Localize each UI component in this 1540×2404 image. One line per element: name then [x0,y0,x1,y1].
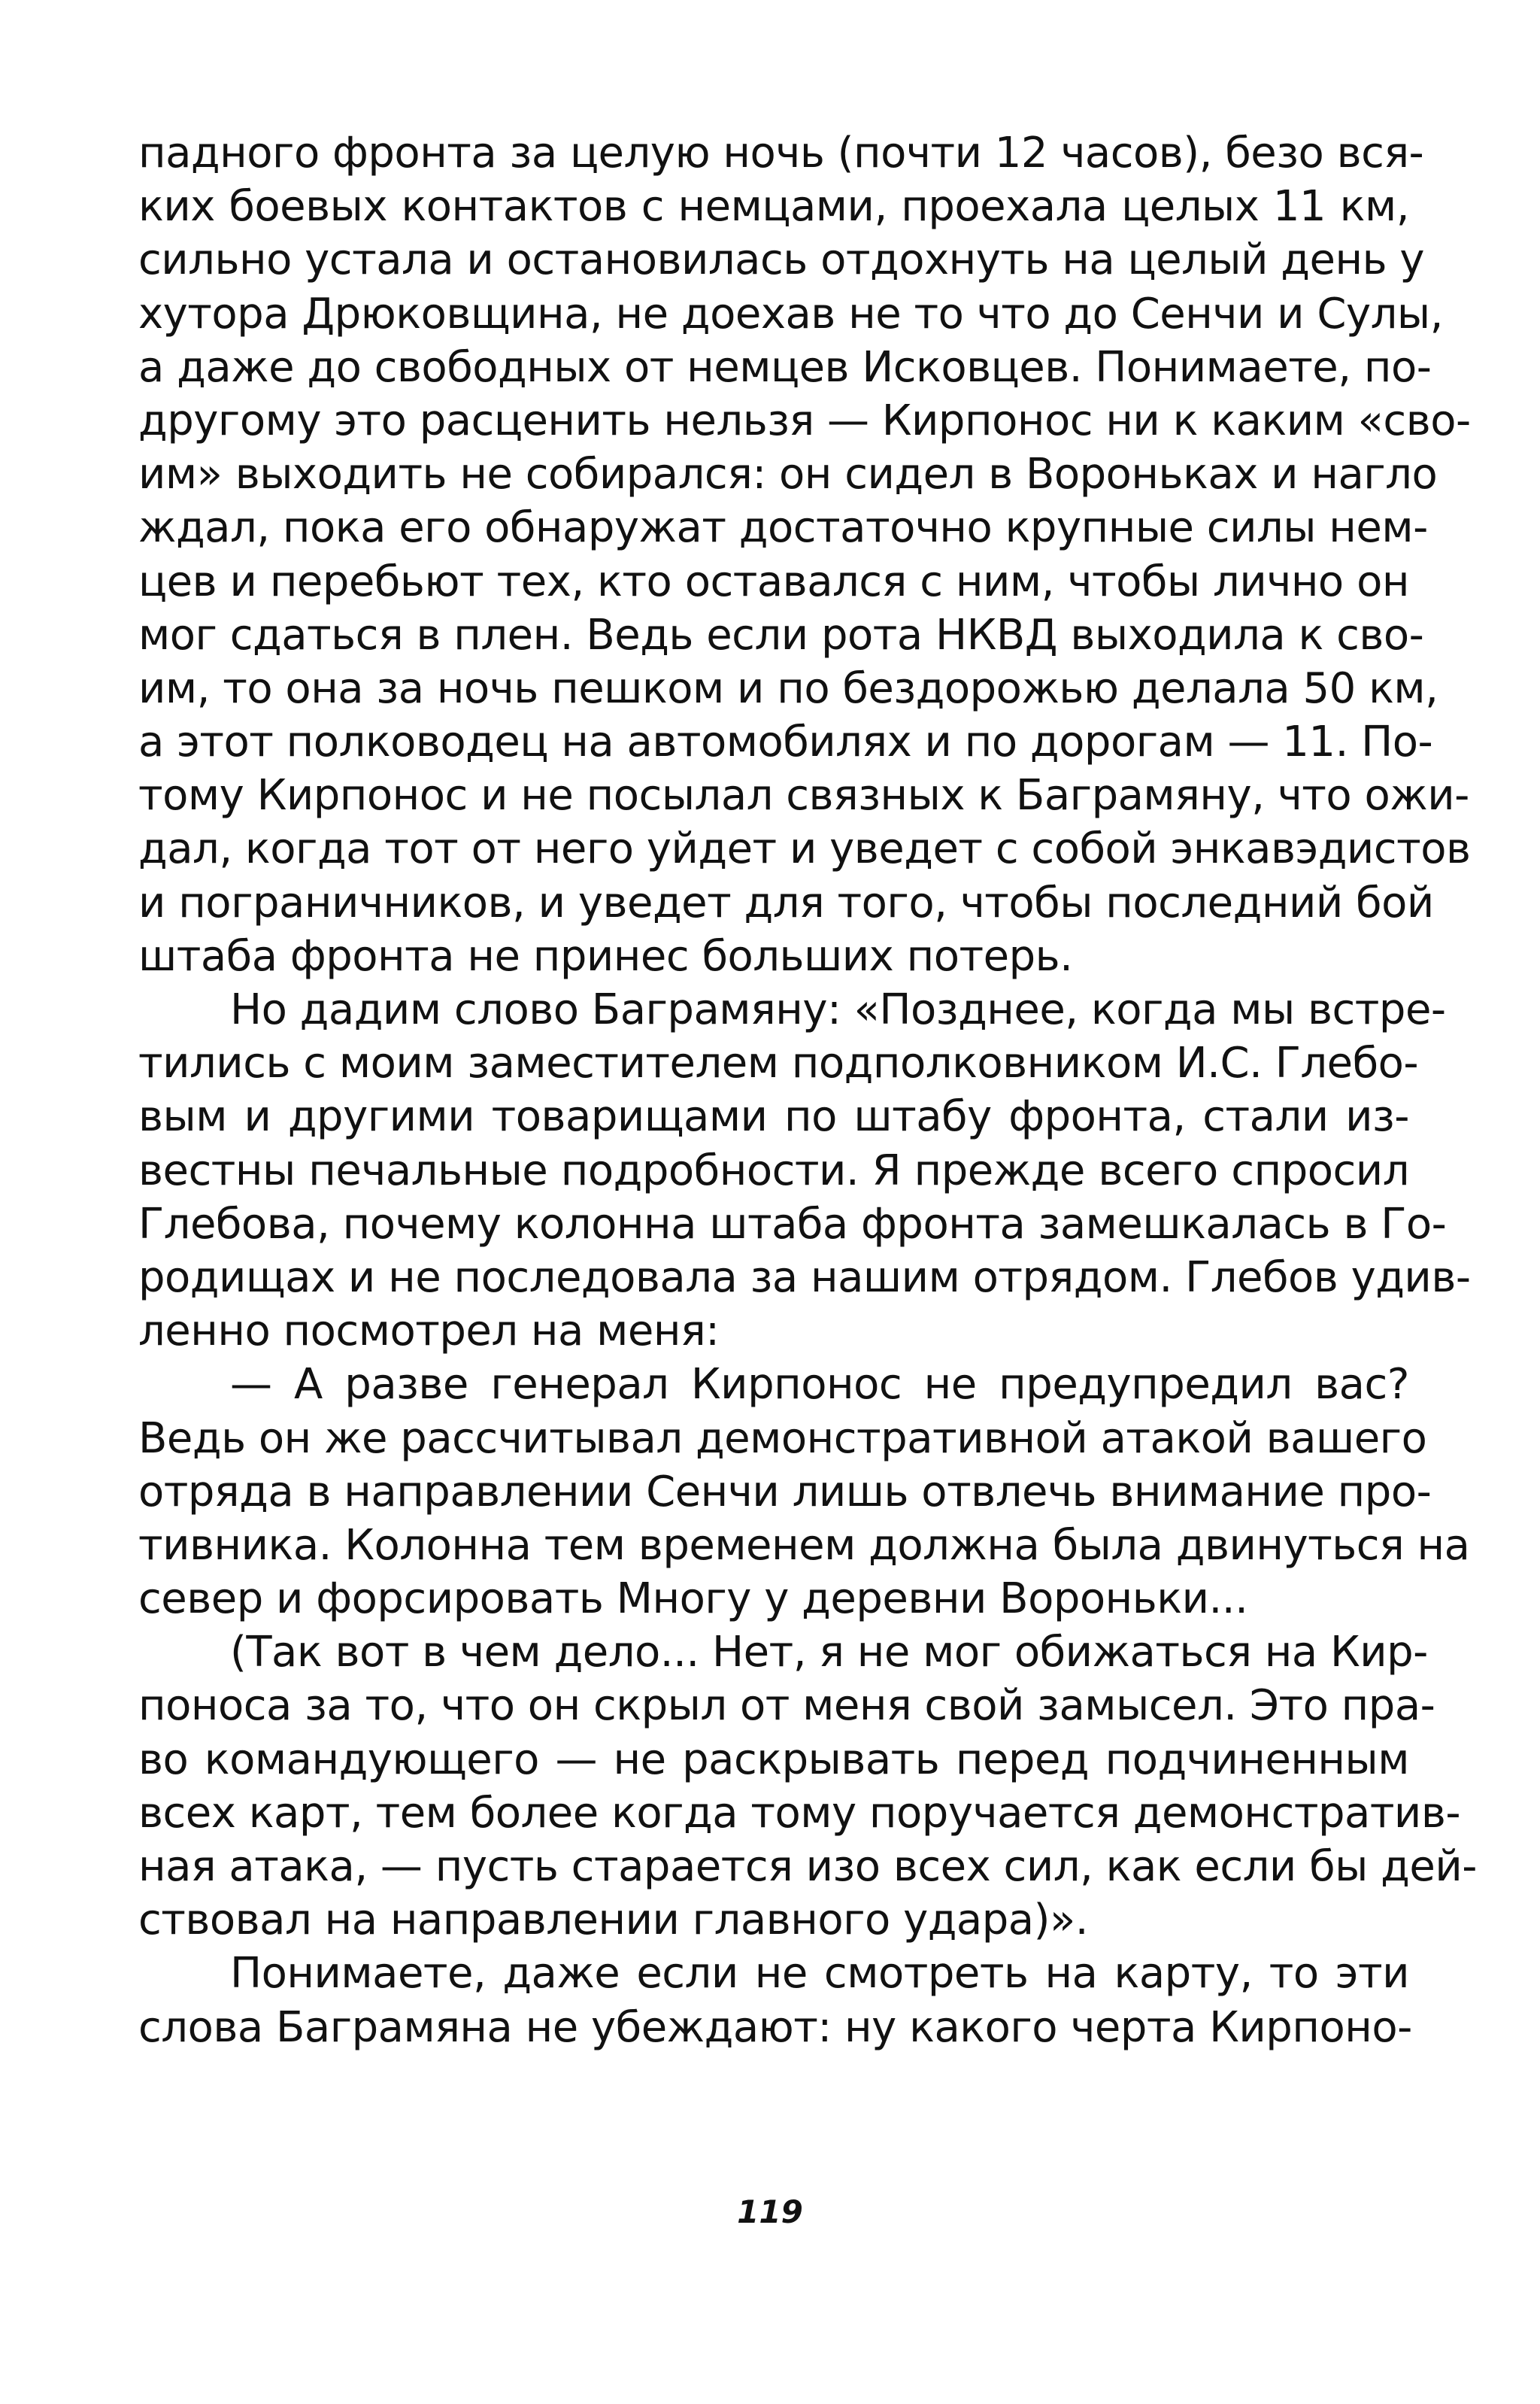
text-line: им, то она за ночь пешком и по бездорожью делала 50 км, [138,663,1438,713]
text-line: тивника. Колонна тем временем должна была двинуться на [138,1520,1470,1570]
text-line: ждал, пока его обнаружат достаточно крупные силы нем- [138,503,1428,553]
text-line: ствовал на направлении главного удара)». [138,1896,1089,1945]
text-line: слова Баграмяна не убеждают: ну какого черта Кирпоно- [138,2002,1412,2052]
text-line: а даже до свободных от немцев Исковцев. Понимаете, по- [138,342,1432,392]
text-line: вестны печальные подробности. Я прежде всего спросил [138,1146,1409,1195]
text-line: а этот полководец на автомобилях и по дорогам — 11. По- [138,718,1433,767]
text-line: поноса за то, что он скрыл от меня свой замысел. Это пра- [138,1681,1435,1731]
text-line: вым и другими товарищами по штабу фронта, стали из- [138,1092,1409,1142]
text-line: север и форсировать Многу у деревни Вороньки... [138,1574,1248,1624]
text-line: цев и перебьют тех, кто оставался с ним, чтобы лично он [138,557,1409,606]
text-line: всех карт, тем более когда тому поручается демонстратив- [138,1788,1461,1838]
text-line: и пограничников, и уведет для того, чтобы последний бой [138,878,1434,927]
text-line: родищах и не последовала за нашим отрядом. Глебов удив- [138,1252,1471,1302]
text-line: ная атака, — пусть старается изо всех сил, как если бы дей- [138,1842,1477,1891]
text-line: Но дадим слово Баграмяну: «Позднее, когда мы встре- [230,985,1446,1034]
text-line: тому Кирпонос и не посылал связных к Баграмяну, что ожи- [138,771,1469,821]
text-line: дал, когда тот от него уйдет и уведет с собой энкавэдистов [138,824,1471,874]
text-line: во командующего — не раскрывать перед подчиненным [138,1735,1409,1784]
page-number: 119 [737,2193,803,2230]
text-line: тились с моим заместителем подполковником И.С. Глебо- [138,1039,1419,1088]
text-line: отряда в направлении Сенчи лишь отвлечь внимание про- [138,1467,1432,1516]
text-line: Глебова, почему колонна штаба фронта замешкалась в Го- [138,1199,1447,1249]
text-line: Понимаете, даже если не смотреть на карту, то эти [230,1949,1409,1999]
text-line: хутора Дрюковщина, не доехав не то что до Сенчи и Сулы, [138,289,1443,338]
page-body [138,126,1477,2054]
text-line: — А разве генерал Кирпонос не предупредил вас? [230,1360,1409,1410]
text-line: штаба фронта не принес больших потерь. [138,931,1073,981]
text-line: им» выходить не собирался: он сидел в Вороньках и нагло [138,450,1438,499]
text-line: ленно посмотрел на меня: [138,1307,720,1356]
text-line: сильно устала и остановилась отдохнуть на целый день у [138,235,1425,285]
text-line: другому это расценить нельзя — Кирпонос ни к каким «сво- [138,396,1471,445]
text-line: ких боевых контактов с немцами, проехала целых 11 км, [138,182,1409,232]
text-line: (Так вот в чем дело... Нет, я не мог обижаться на Кир- [230,1628,1428,1677]
text-line: мог сдаться в плен. Ведь если рота НКВД выходила к сво- [138,610,1424,660]
text-line: падного фронта за целую ночь (почти 12 часов), безо вся- [138,129,1424,178]
text-line: Ведь он же рассчитывал демонстративной атакой вашего [138,1413,1427,1463]
